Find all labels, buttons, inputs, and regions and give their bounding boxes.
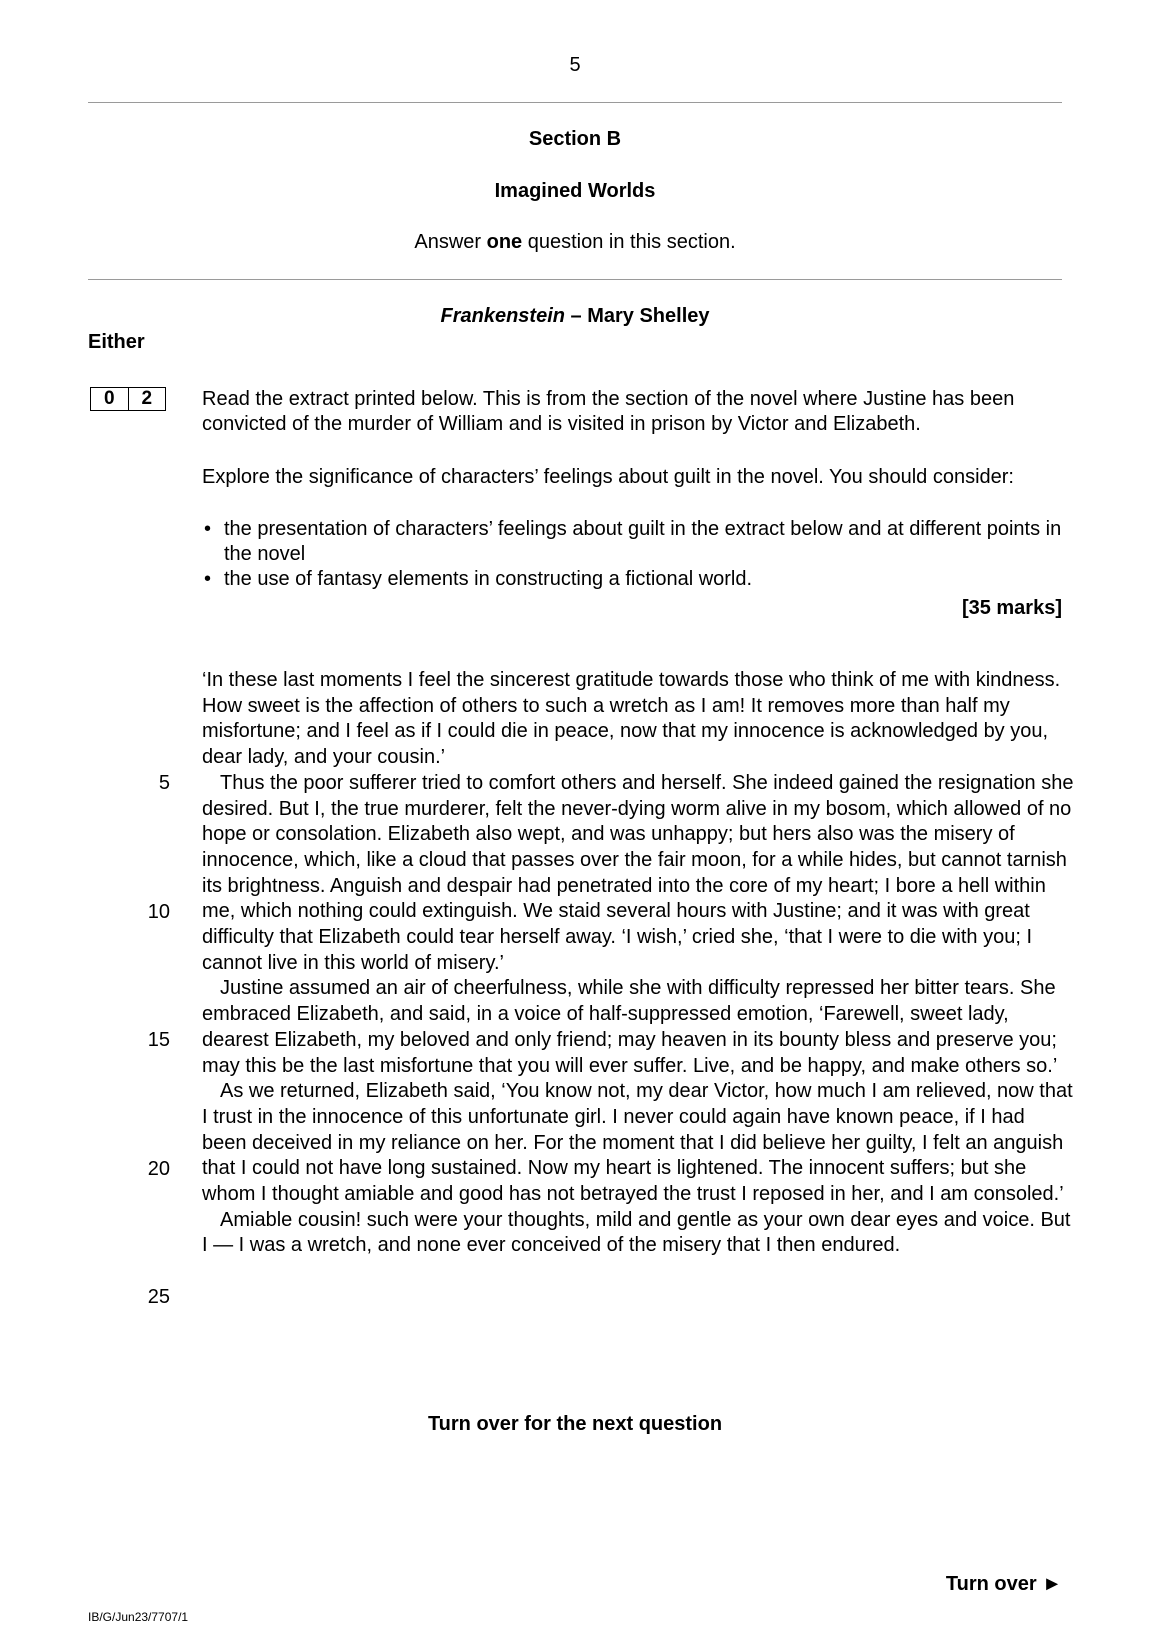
turn-over-label: Turn over ► <box>945 1573 1062 1595</box>
extract-paragraph: As we returned, Elizabeth said, ‘You know not, my dear Victor, how much I am relieved, now that I trust in the innocence of this unfortunate girl. I never could again have known peace, if I had been deceived in my reliance on her. For the moment that I did believe her guilty, I felt an anguish that I could not have long sustained. Now my heart is lightened. The innocent suffers; but she whom I thought amiable and good has not betrayed the trust I reposed in her, and I am consoled.’ <box>202 1080 1073 1206</box>
extract-paragraph: Amiable cousin! such were your thoughts, mild and gentle as your own dear eyes and voice. But I — I was a wretch, and none ever conceived of the misery that I then endured. <box>202 1208 1071 1257</box>
next-question-note: Turn over for the next question <box>427 1413 723 1435</box>
instruction-post: question in this section. <box>522 231 736 253</box>
line-number: 25 <box>147 1286 170 1308</box>
top-rule <box>88 102 1062 103</box>
either-label: Either <box>88 331 145 353</box>
instruction-bold: one <box>486 231 523 253</box>
section-title: Section B <box>528 128 622 150</box>
page-number: 5 <box>569 54 581 76</box>
list-item: • the use of fantasy elements in constructing a fictional world. <box>202 567 1062 592</box>
extract-paragraph: ‘In these last moments I feel the sincerest gratitude towards those who think of me with kindness. How sweet is the affection of others to such a wretch as I am! It removes more than half my misfortune; and I feel as if I could die in peace, now that my innocence is acknowledged by you, dear lady, and your cousin.’ <box>202 669 1061 769</box>
question-intro: Read the extract printed below. This is from the section of the novel where Justine has been convicted of the murder of William and is visited in prison by Victor and Elizabeth. <box>202 388 1015 435</box>
text-heading <box>88 305 1062 328</box>
line-number: 15 <box>147 1029 170 1051</box>
question-number-box <box>90 387 166 411</box>
section-rule <box>88 279 1062 280</box>
extract <box>202 668 1074 1259</box>
extract-paragraph: Justine assumed an air of cheerfulness, while she with difficulty repressed her bitter tears. She embraced Elizabeth, and said, in a voice of half-suppressed emotion, ‘Farewell, sweet lady, dearest Elizabeth, my beloved and only friend; may heaven in its bounty bless and preserve you; may this be the last misfortune that you will ever suffer. Live, and be happy, and make others so.’ <box>202 977 1058 1077</box>
marks-label: [35 marks] <box>961 597 1062 619</box>
question-digit: 0 <box>103 388 115 409</box>
line-number: 5 <box>158 772 170 794</box>
novel-title: Frankenstein <box>440 305 565 327</box>
question-digit: 2 <box>128 388 166 410</box>
line-number: 20 <box>147 1158 170 1180</box>
novel-author: – Mary Shelley <box>564 305 710 327</box>
line-number: 10 <box>147 901 170 923</box>
extract-paragraph: Thus the poor sufferer tried to comfort others and herself. She indeed gained the resignation she desired. But I, the true murderer, felt the never-dying worm alive in my bosom, which allowed of no hope or consolation. Elizabeth also wept, and was unhappy; but hers also was the misery of innocence, which, like a cloud that passes over the fair moon, for a while hides, but cannot tarnish its brightness. Anguish and despair had penetrated into the core of my heart; I bore a hell within me, which nothing could extinguish. We staid several hours with Justine; and it was with great difficulty that Elizabeth could tear herself away. ‘I wish,’ cried she, ‘that I were to die with you; I cannot live in this world of misery.’ <box>202 771 1074 974</box>
question-task: Explore the significance of characters’ feelings about guilt in the novel. You should consider: <box>202 466 1014 488</box>
question-bullets <box>202 517 1062 592</box>
list-item: • the presentation of characters’ feelings about guilt in the extract below and at different points in the novel <box>202 517 1062 567</box>
paper-code: IB/G/Jun23/7707/1 <box>88 1610 189 1624</box>
instruction-pre: Answer <box>414 231 487 253</box>
section-subtitle: Imagined Worlds <box>494 180 656 202</box>
section-instruction <box>88 231 1062 254</box>
